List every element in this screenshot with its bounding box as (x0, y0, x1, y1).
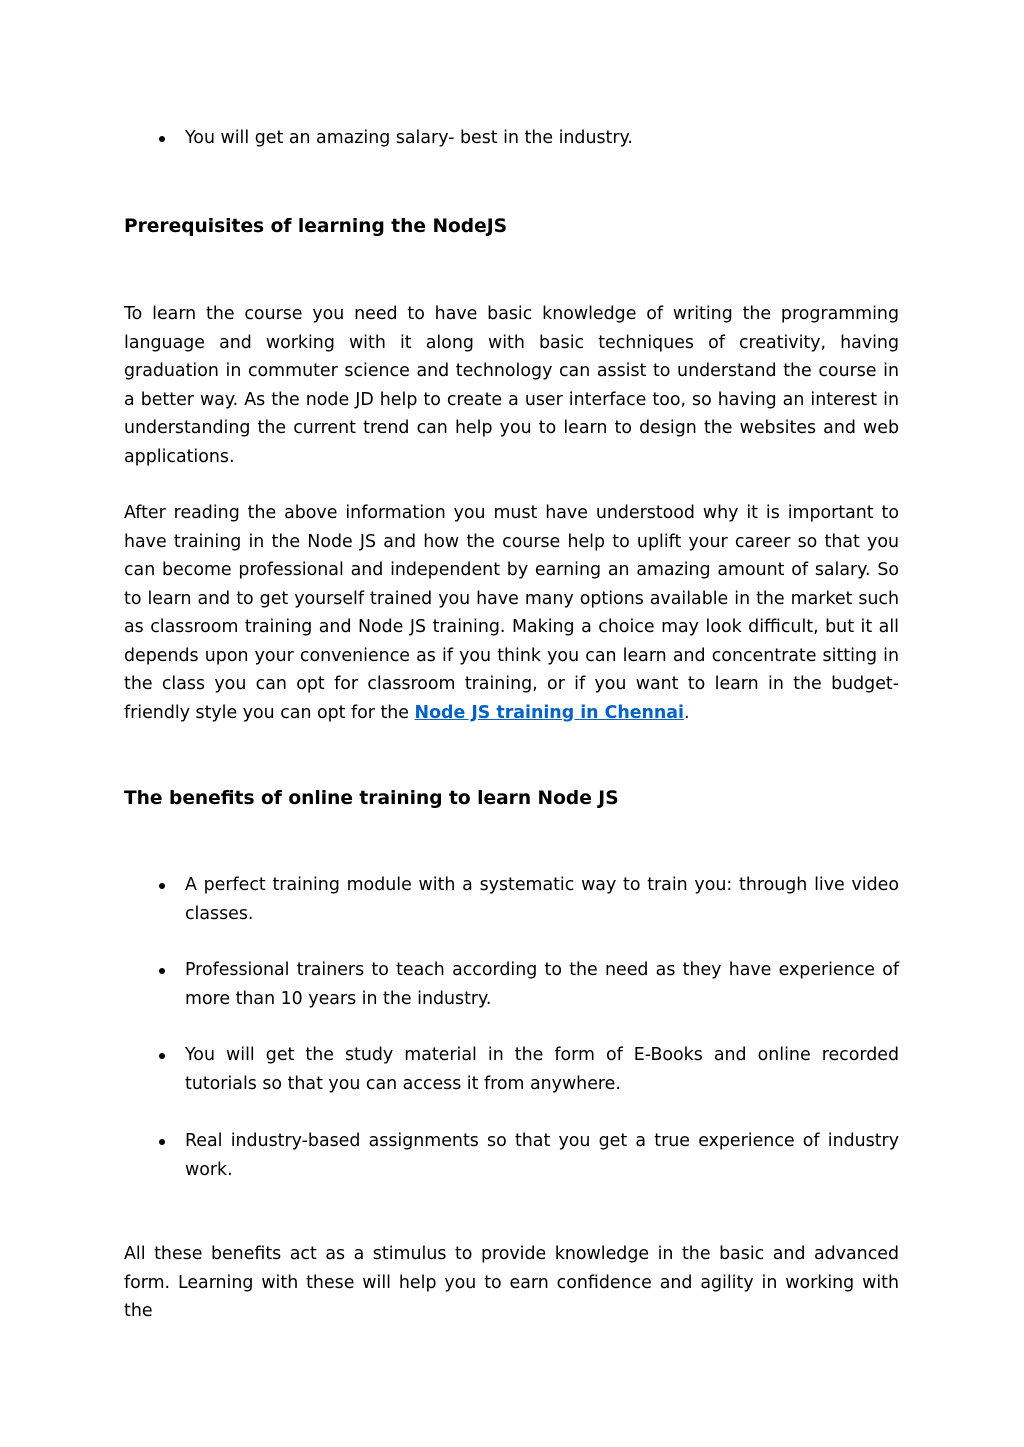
prerequisites-paragraph: To learn the course you need to have basic knowledge of writing the programming language and working with it along with basic techniques of creativity, having graduation in commuter science and technology can assist to understand the course in a better way. As the node JD help to create a user interface too, so having an interest in understanding the current trend can help you to learn to design the websites and web applications. (124, 304, 899, 467)
section-heading-benefits: The benefits of online training to learn Node JS (124, 788, 619, 809)
intro-bullet-text: You will get an amazing salary- best in the industry. (185, 128, 633, 148)
bullet-icon (159, 1139, 165, 1145)
benefit-text: A perfect training module with a systematic way to train you: through live video classes. (185, 875, 899, 924)
paragraph-text: After reading the above information you must have understood why it is important to have training in the Node JS and how the course help to uplift your career so that you can become professional and independent by earning an amazing amount of salary. So to learn and to get yourself trained you have many options available in the market such as classroom training and Node JS training. Making a choice may look difficult, but it all depends upon your convenience as if you think you can learn and concentrate sitting in the class you can opt for classroom training, or if you want to learn in the budget-friendly style you can opt for the (124, 503, 899, 723)
paragraph-end: . (683, 702, 690, 723)
benefit-text: Real industry-based assignments so that you get a true experience of industry work. (185, 1131, 899, 1180)
closing-paragraph: All these benefits act as a stimulus to provide knowledge in the basic and advanced form. Learning with these will help you to earn confidence and agility in working with the (124, 1244, 899, 1321)
training-options-paragraph (124, 499, 899, 727)
benefit-text: Professional trainers to teach according to the need as they have experience of more than 10 years in the industry. (185, 960, 899, 1009)
benefit-list-item (124, 1127, 899, 1184)
bullet-icon (159, 1053, 165, 1059)
intro-bullet-item (124, 124, 899, 153)
benefit-list-item (124, 871, 899, 928)
bullet-icon (159, 136, 165, 142)
bullet-icon (159, 883, 165, 889)
node-js-training-link[interactable]: Node JS training in Chennai (414, 702, 684, 723)
benefit-text: You will get the study material in the form of E-Books and online recorded tutorials so that you can access it from anywhere. (185, 1045, 899, 1094)
benefit-list-item (124, 1041, 899, 1098)
bullet-icon (159, 968, 165, 974)
document-page (124, 0, 899, 1447)
section-heading-prerequisites: Prerequisites of learning the NodeJS (124, 216, 508, 237)
benefit-list-item (124, 956, 899, 1013)
